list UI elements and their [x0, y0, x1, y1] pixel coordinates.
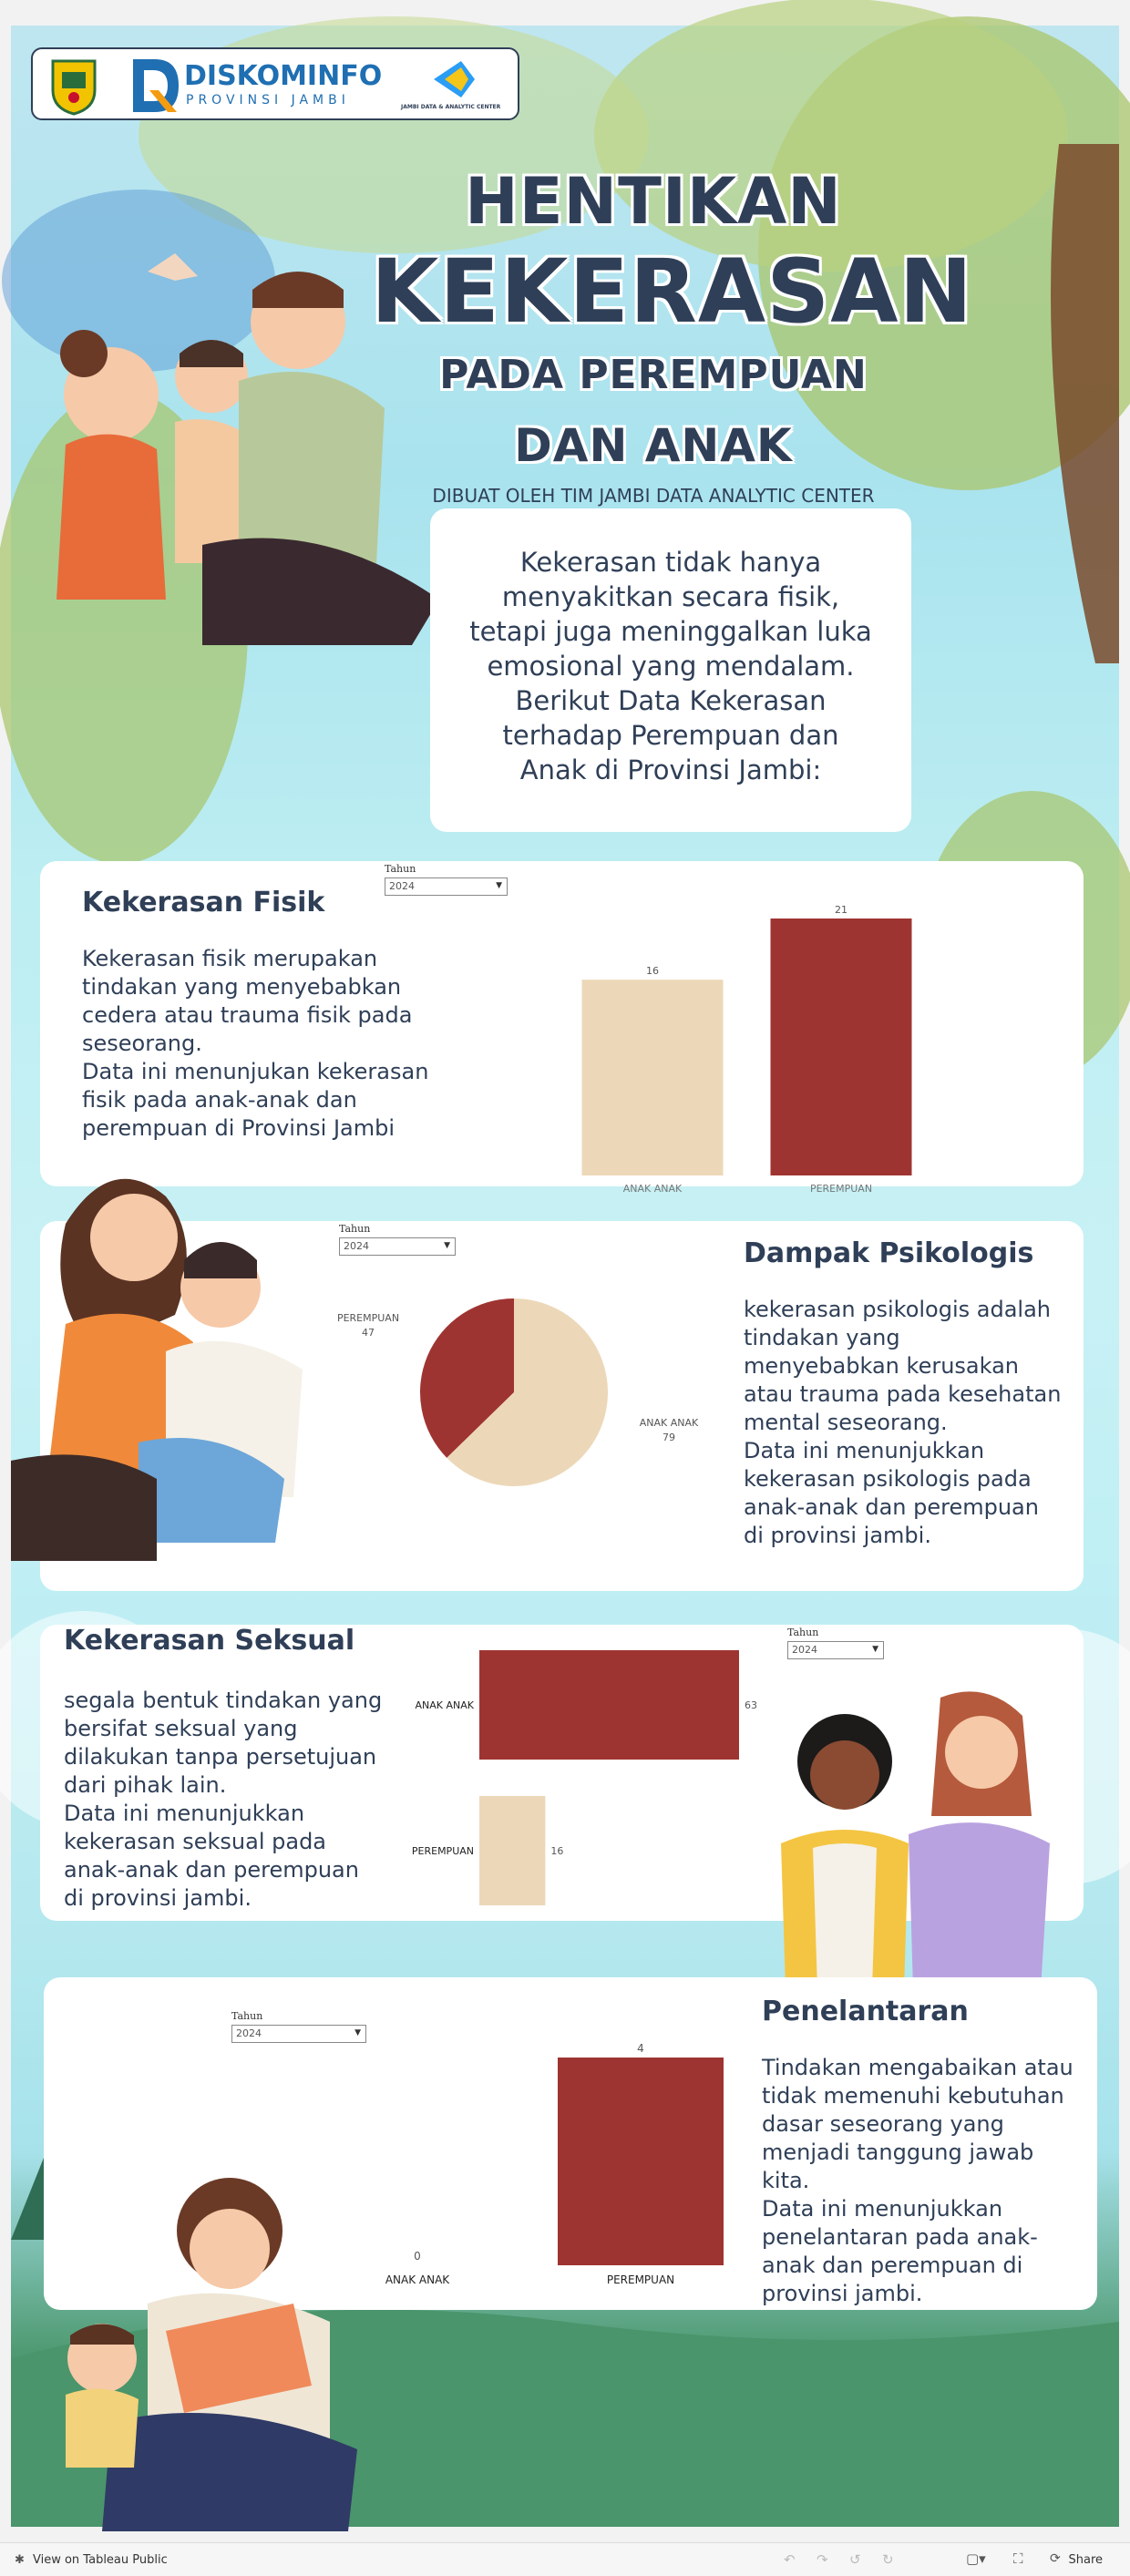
fisik-year-select[interactable]	[385, 877, 508, 896]
psikologis-pie-chart	[332, 1285, 714, 1558]
undo-icon[interactable]: ↶	[784, 2551, 796, 2568]
title-line-1: HENTIKAN	[465, 164, 842, 239]
title-line-4: DAN ANAK	[514, 419, 793, 472]
tableau-logo-icon: ✱	[15, 2553, 25, 2567]
seksual-year-select[interactable]	[787, 1641, 884, 1659]
psikologis-filter-label: Tahun	[339, 1223, 371, 1235]
jdac-logo-caption: JAMBI DATA & ANALYTIC CENTER	[401, 104, 501, 110]
psikologis-year-select[interactable]	[339, 1237, 456, 1256]
seksual-category-label: ANAK ANAK	[415, 1699, 474, 1711]
redo-icon[interactable]: ↷	[817, 2551, 828, 2568]
psikologis-description: kekerasan psikologis adalah tindakan yang menyebabkan kerusakan atau trauma pada kesehatan mental seseorang. Data ini menunjukkan kekerasan psikologis pada anak-anak dan perempuan di provinsi jambi.	[744, 1297, 1062, 1548]
seksual-description: segala bentuk tindakan yang bersifat seksual yang dilakukan tanpa persetujuan dari pihak lain. Data ini menunjukkan kekerasan seksual pada anak-anak dan perempuan di provinsi jambi.	[64, 1688, 383, 1911]
chevron-down-icon: ▼	[872, 1645, 878, 1654]
intro-card	[430, 508, 911, 832]
view-on-tableau-link[interactable]: View on Tableau Public	[33, 2553, 168, 2567]
fisik-data-label: 21	[835, 904, 848, 916]
women-support-illustration	[758, 1679, 1086, 1989]
header-logo-bar	[31, 47, 519, 120]
jambi-crest-icon	[44, 54, 104, 118]
fullscreen-icon[interactable]: ⛶	[1013, 2550, 1023, 2567]
fisik-bar-chart	[514, 870, 897, 1195]
penelantaran-data-label: 0	[414, 2250, 421, 2263]
chevron-down-icon: ▼	[354, 2028, 361, 2037]
penelantaran-category-label: ANAK ANAK	[385, 2273, 450, 2286]
penelantaran-bar	[558, 2058, 724, 2265]
fisik-category-label: ANAK ANAK	[622, 1183, 683, 1195]
seksual-title: Kekerasan Seksual	[64, 1625, 355, 1657]
seksual-category-label: PEREMPUAN	[411, 1845, 474, 1857]
seksual-bar-chart	[386, 1627, 769, 1918]
intro-text: Kekerasan tidak hanya menyakitkan secara fisik, tetapi juga meninggalkan luka emosional yang mendalam. Berikut Data Kekerasan terhadap Perempuan dan Anak di Provinsi Jambi:	[469, 547, 872, 785]
pause-icon[interactable]: ↻	[882, 2551, 894, 2568]
family-illustration	[29, 217, 457, 645]
psikologis-title: Dampak Psikologis	[744, 1237, 1034, 1269]
fisik-year-value: 2024	[389, 880, 415, 892]
jdac-logo-icon	[425, 56, 488, 102]
psikologis-year-value: 2024	[344, 1240, 369, 1252]
penelantaran-category-label: PEREMPUAN	[606, 2273, 675, 2286]
chevron-down-icon: ▼	[444, 1241, 450, 1250]
seksual-data-label: 63	[745, 1699, 757, 1711]
seksual-filter-label: Tahun	[787, 1627, 819, 1638]
share-icon[interactable]: ⟳	[1050, 2551, 1061, 2566]
penelantaran-data-label: 4	[637, 2042, 644, 2055]
mother-child-illustration	[11, 1133, 312, 1561]
fisik-filter-label: Tahun	[385, 863, 416, 875]
title-line-3: PADA PEREMPUAN	[439, 352, 868, 398]
seksual-bar	[479, 1796, 545, 1905]
seksual-bar	[479, 1650, 739, 1760]
diskominfo-logo-icon	[128, 54, 182, 118]
fisik-description: Kekerasan fisik merupakan tindakan yang menyebabkan cedera atau trauma fisik pada seseorang. Data ini menunjukan kekerasan fisik pada anak-anak dan perempuan di Provinsi Jambi	[82, 946, 429, 1141]
dashboard-canvas	[11, 26, 1119, 2527]
title-line-2: KEKERASAN	[371, 241, 973, 343]
chevron-down-icon: ▼	[496, 881, 502, 890]
seksual-data-label: 16	[550, 1845, 564, 1857]
tableau-footer	[0, 2542, 1130, 2576]
fisik-bar	[582, 980, 724, 1175]
psikologis-data-label: 79	[663, 1432, 675, 1443]
fisik-bar	[771, 919, 912, 1175]
fisik-data-label: 16	[646, 965, 659, 978]
penelantaran-filter-label: Tahun	[231, 2010, 263, 2022]
penelantaran-title: Penelantaran	[762, 1996, 969, 2027]
title-credit: DIBUAT OLEH TIM JAMBI DATA ANALYTIC CENTER	[432, 485, 875, 507]
penelantaran-year-value: 2024	[236, 2027, 262, 2039]
device-preview-icon[interactable]: ▢▾	[966, 2550, 986, 2567]
share-button[interactable]: Share	[1068, 2553, 1103, 2567]
revert-icon[interactable]: ↺	[849, 2551, 861, 2568]
reading-illustration	[29, 2149, 375, 2531]
brand-subtitle: PROVINSI JAMBI	[186, 93, 350, 108]
psikologis-category-label: PEREMPUAN	[336, 1312, 400, 1324]
fisik-category-label: PEREMPUAN	[809, 1183, 873, 1195]
penelantaran-description: Tindakan mengabaikan atau tidak memenuhi kebutuhan dasar seseorang yang menjadi tanggung jawab kita. Data ini menunjukkan penelantaran pada anak- anak dan perempuan di provinsi jambi.	[762, 2055, 1074, 2306]
brand-name: DISKOMINFO	[184, 60, 383, 92]
seksual-year-value: 2024	[792, 1644, 817, 1656]
psikologis-data-label: 47	[362, 1327, 375, 1339]
fisik-title: Kekerasan Fisik	[82, 887, 325, 919]
psikologis-category-label: ANAK ANAK	[639, 1417, 699, 1429]
